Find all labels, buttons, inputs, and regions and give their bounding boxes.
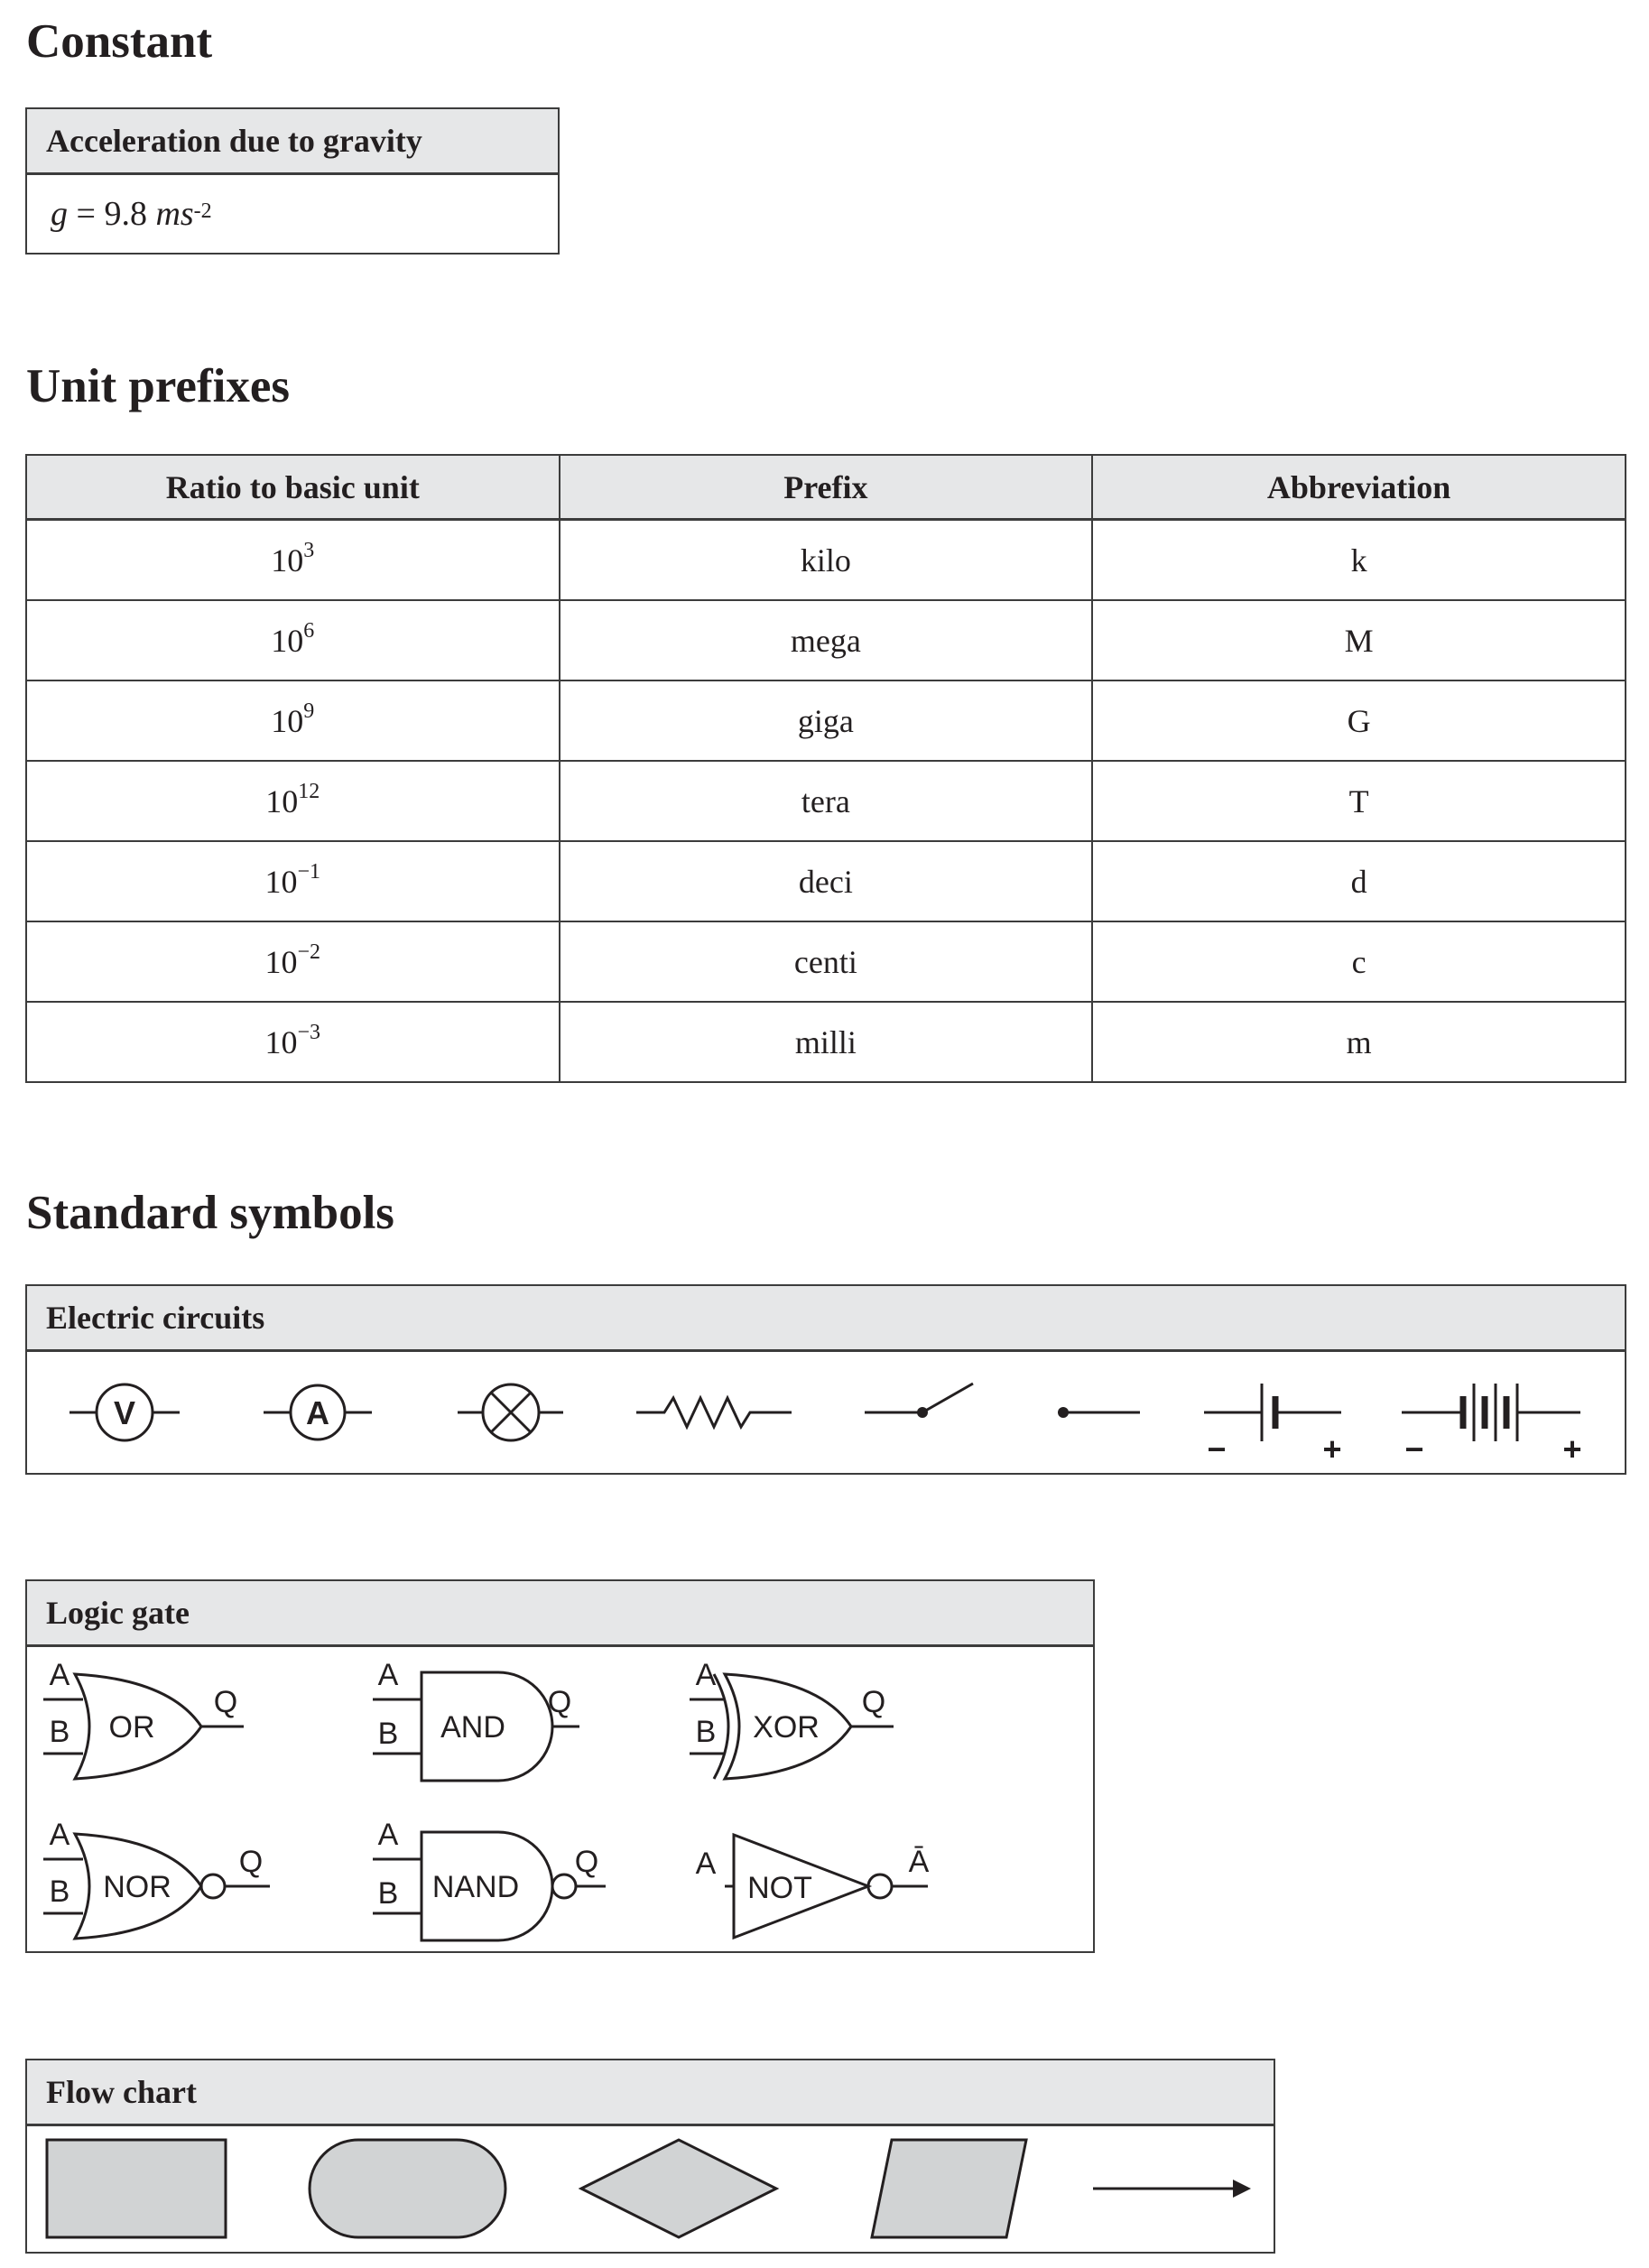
switch-icon	[865, 1384, 973, 1412]
nor-output-label: Q	[238, 1845, 264, 1879]
table-row	[26, 841, 1626, 921]
electric-circuits-header: Electric circuits	[27, 1286, 1625, 1352]
prefix-cell: deci	[560, 841, 1093, 921]
or-gate-label: OR	[108, 1710, 155, 1745]
nor-input-a-label: A	[49, 1818, 70, 1852]
decision-icon	[581, 2140, 776, 2237]
unit-prefixes-heading: Unit prefixes	[26, 360, 290, 412]
table-row	[26, 1002, 1626, 1082]
arrow-icon	[1093, 2180, 1251, 2198]
nand-input-b-label: B	[377, 1876, 399, 1911]
abbreviation-cell: M	[1092, 600, 1626, 680]
electric-symbols	[27, 1352, 1625, 1473]
or-input-a-label: A	[49, 1658, 70, 1692]
flow-chart-box	[25, 2059, 1275, 2254]
unit-prefixes-table	[25, 454, 1626, 1083]
voltmeter-label: V	[113, 1394, 136, 1431]
abbreviation-cell: k	[1092, 520, 1626, 601]
table-row	[26, 680, 1626, 761]
or-input-b-label: B	[49, 1715, 70, 1749]
ratio-cell: $10^9$	[26, 680, 560, 761]
constant-box	[25, 107, 560, 255]
ratio-cell: $10^6$	[26, 600, 560, 680]
lamp-icon	[458, 1384, 563, 1440]
process-icon	[47, 2140, 226, 2237]
nor-input-b-label: B	[49, 1875, 70, 1909]
constant-heading: Constant	[26, 15, 213, 68]
prefix-cell: centi	[560, 921, 1093, 1002]
nand-output-label: Q	[574, 1845, 599, 1879]
not-gate-label: NOT	[747, 1871, 812, 1905]
nor-gate-label: NOR	[103, 1870, 171, 1904]
not-output-label: Ā	[908, 1845, 930, 1879]
logic-gate-symbols	[27, 1647, 1093, 1951]
abbreviation-cell: T	[1092, 761, 1626, 841]
flow-chart-symbols	[27, 2126, 1274, 2252]
nand-gate-label: NAND	[431, 1870, 520, 1904]
ratio-cell: $10^{-3}$	[26, 1002, 560, 1082]
prefix-cell: tera	[560, 761, 1093, 841]
abbreviation-cell: m	[1092, 1002, 1626, 1082]
constant-header: Acceleration due to gravity	[27, 109, 558, 175]
ratio-cell: $10^{12}$	[26, 761, 560, 841]
battery-icon	[1402, 1384, 1580, 1441]
not-input-label: A	[695, 1847, 717, 1881]
table-row	[26, 921, 1626, 1002]
abbreviation-cell: G	[1092, 680, 1626, 761]
xor-gate-label: XOR	[753, 1710, 820, 1745]
and-input-a-label: A	[377, 1658, 399, 1692]
and-output-label: Q	[547, 1685, 572, 1719]
terminal-dot	[1058, 1407, 1069, 1418]
prefix-cell: mega	[560, 600, 1093, 680]
ratio-cell: $10^{-1}$	[26, 841, 560, 921]
table-row	[26, 761, 1626, 841]
battery-minus: −	[1404, 1430, 1424, 1467]
prefix-cell: giga	[560, 680, 1093, 761]
or-output-label: Q	[213, 1685, 238, 1719]
cell-plus: +	[1322, 1430, 1342, 1467]
logic-gate-header: Logic gate	[27, 1581, 1093, 1647]
table-row	[26, 600, 1626, 680]
and-gate-label: AND	[440, 1710, 505, 1745]
column-header: Ratio to basic unit	[26, 455, 560, 520]
xor-input-a-label: A	[695, 1658, 717, 1692]
prefix-cell: milli	[560, 1002, 1093, 1082]
abbreviation-cell: c	[1092, 921, 1626, 1002]
xor-input-b-label: B	[695, 1715, 717, 1749]
nand-input-a-label: A	[377, 1818, 399, 1852]
logic-gate-box	[25, 1579, 1095, 1953]
input-output-icon	[872, 2140, 1026, 2237]
ratio-cell: $10^{-2}$	[26, 921, 560, 1002]
abbreviation-cell: d	[1092, 841, 1626, 921]
cell-minus: −	[1207, 1430, 1227, 1467]
xor-output-label: Q	[861, 1685, 886, 1719]
column-header: Prefix	[560, 455, 1093, 520]
resistor-icon	[636, 1398, 792, 1427]
standard-symbols-heading: Standard symbols	[26, 1187, 394, 1239]
ratio-cell: $10^3$	[26, 520, 560, 601]
battery-plus: +	[1562, 1430, 1582, 1467]
ammeter-label: A	[306, 1394, 329, 1431]
column-header: Abbreviation	[1092, 455, 1626, 520]
flow-chart-header: Flow chart	[27, 2060, 1274, 2126]
table-row	[26, 520, 1626, 601]
and-input-b-label: B	[377, 1717, 399, 1751]
prefix-cell: kilo	[560, 520, 1093, 601]
switch-pivot	[917, 1407, 928, 1418]
electric-circuits-box	[25, 1284, 1626, 1475]
gravity-formula: g = 9.8 ms $^{-2}$	[51, 195, 212, 233]
terminator-icon	[310, 2140, 505, 2237]
